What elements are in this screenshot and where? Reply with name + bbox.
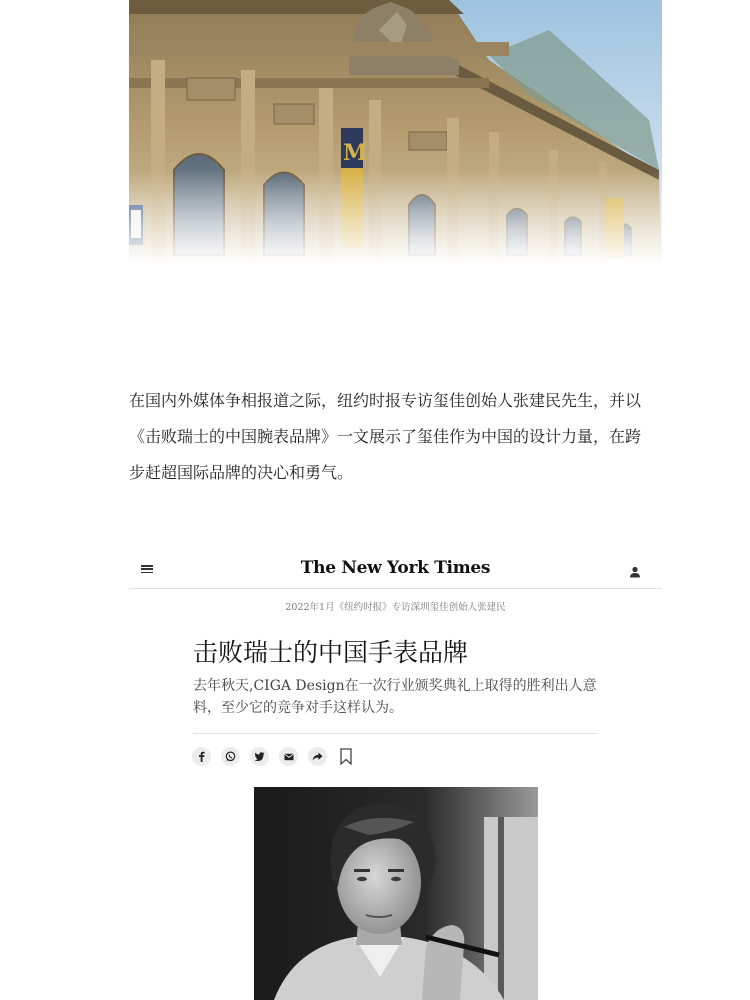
- banner-letter: M: [343, 140, 368, 166]
- intro-paragraph: [129, 383, 669, 491]
- article-summary: 去年秋天,CIGA Design在一次行业颁奖典礼上取得的胜利出人意料，至少它的竞争对手这样认为。: [193, 678, 597, 716]
- intro-line: 步赶超国际品牌的决心和勇气。: [129, 463, 354, 482]
- share-icon[interactable]: [308, 747, 327, 766]
- nyt-header: [129, 548, 662, 589]
- intro-line: 在国内外媒体争相报道之际，纽约时报专访玺佳创始人张建民先生，并以: [129, 391, 642, 410]
- user-icon[interactable]: [629, 563, 641, 575]
- bookmark-icon[interactable]: [340, 748, 352, 765]
- share-toolbar: [192, 747, 392, 767]
- article-headline: 击败瑞士的中国手表品牌: [193, 638, 469, 667]
- intro-line: 《击败瑞士的中国腕表品牌》一文展示了玺佳作为中国的设计力量，在跨: [129, 427, 642, 446]
- founder-portrait-photo: [254, 787, 538, 1000]
- whatsapp-icon[interactable]: [221, 747, 240, 766]
- twitter-icon[interactable]: [250, 747, 269, 766]
- divider: [193, 733, 598, 734]
- nyt-article-screenshot: [129, 548, 662, 1000]
- building-photo: [129, 0, 662, 265]
- facebook-icon[interactable]: [192, 747, 211, 766]
- nyt-masthead: The New York Times: [300, 558, 491, 578]
- email-icon[interactable]: [279, 747, 298, 766]
- article-caption: 2022年1月《纽约时报》专访深圳玺佳创始人张建民: [285, 602, 506, 613]
